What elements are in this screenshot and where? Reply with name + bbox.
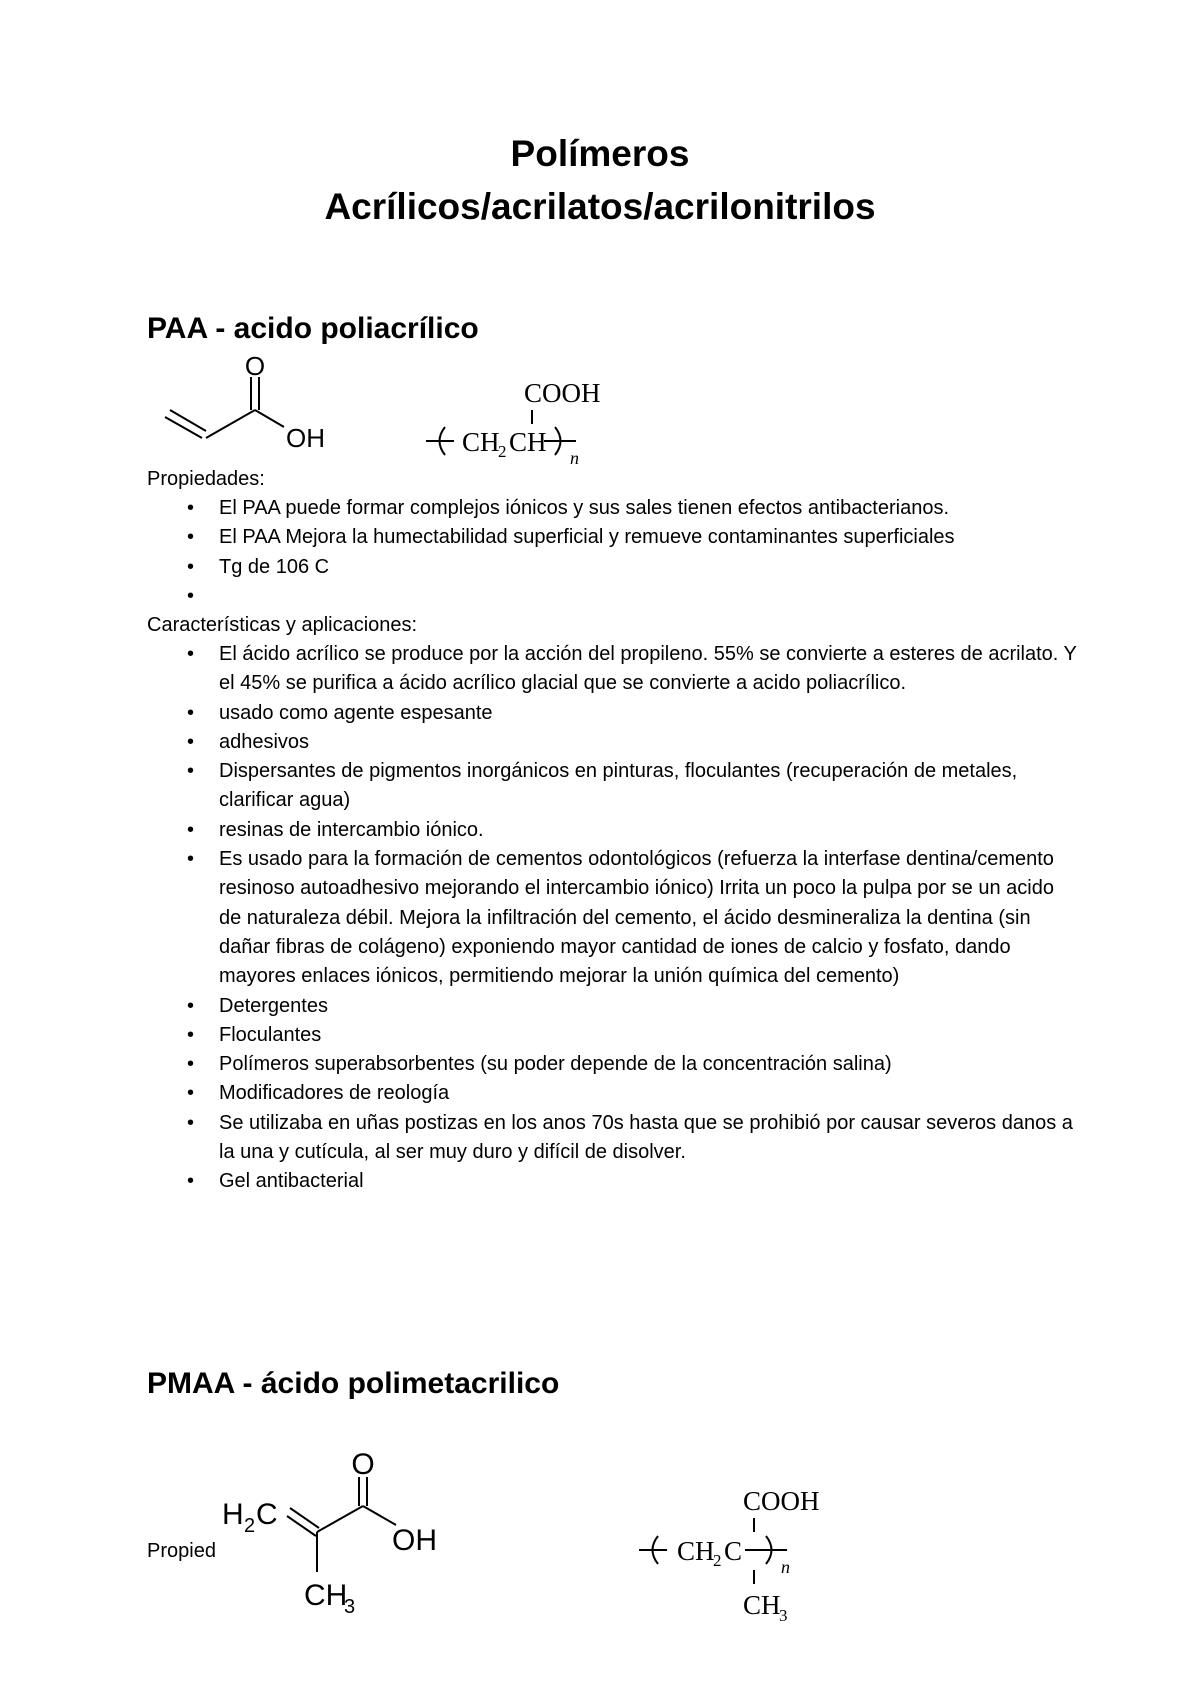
bullet-dot: •	[187, 701, 195, 724]
list-item: • Es usado para la formación de cementos odontológicos (refuerza la interfase dentina/cemento resinoso autoadhesivo mejorando el intercambio iónico) Irrita un poco la pulpa por se un acido de naturaleza débil. Mejora la infiltración del cemento, el ácido desmineraliza la dentina (sin dañar fibras de colágeno) exponiendo mayor cantidad de iones de calcio y fosfato, dando mayores enlaces iónicos, permitiendo mejorar la unión química del cemento)	[147, 845, 1077, 991]
pmaa-polymer-structure	[635, 1480, 855, 1640]
bullet-dot: •	[187, 1023, 195, 1046]
paa-polymer-sub2: 2	[498, 442, 507, 461]
bullet-dot: •	[187, 730, 195, 753]
paa-polymer-cooh: COOH	[524, 378, 601, 408]
pmaa-monomer-ch-sub: 3	[344, 1596, 356, 1618]
list-item: • Polímeros superabsorbentes (su poder depende de la concentración salina)	[147, 1050, 1077, 1079]
bullet-dot: •	[187, 1111, 195, 1134]
list-item: • Se utilizaba en uñas postizas en los anos 70s hasta que se prohibió por causar severos danos a la una y cutícula, al ser muy duro y difícil de disolver.	[147, 1109, 1077, 1168]
paa-polymer-structure	[420, 372, 620, 472]
pmaa-polymer-cooh: COOH	[743, 1486, 820, 1516]
list-item: • El PAA Mejora la humectabilidad superficial y remueve contaminantes superficiales	[147, 523, 1077, 552]
pmaa-monomer-h: H	[222, 1498, 244, 1531]
pmaa-monomer-structure	[220, 1450, 460, 1630]
bullet-dot: •	[187, 818, 195, 841]
pmaa-polymer-ch: CH	[677, 1536, 715, 1566]
paa-monomer-structure	[160, 355, 350, 465]
bullet-dot: •	[187, 994, 195, 1017]
list-item: • resinas de intercambio iónico.	[147, 816, 1077, 845]
list-item: • usado como agente espesante	[147, 699, 1077, 728]
bullet-dot: •	[187, 526, 195, 549]
paa-polymer-n: n	[570, 448, 579, 468]
pmaa-heading: PMAA - ácido polimetacrilico	[147, 1367, 560, 1400]
document-title-line1: Polímeros	[510, 133, 690, 174]
paa-polymer-ch-b: CH	[509, 427, 547, 457]
paa-propiedades-list	[147, 494, 1077, 611]
bullet-dot: •	[187, 1082, 195, 1105]
paa-caracteristicas-label: Características y aplicaciones:	[147, 614, 418, 636]
list-item: • El ácido acrílico se produce por la acción del propileno. 55% se convierte a esteres de acrilato. Y el 45% se purifica a ácido acrílico glacial que se convierte a acido poliacrílico.	[147, 640, 1077, 699]
bullet-dot: •	[187, 584, 195, 607]
pmaa-propied-label: Propied	[147, 1540, 216, 1562]
pmaa-polymer-n: n	[781, 1557, 790, 1577]
document-title-line2: Acrílicos/acrilatos/acrilonitrilos	[324, 186, 876, 227]
bullet-dot: •	[187, 1170, 195, 1193]
bullet-dot: •	[187, 1053, 195, 1076]
pmaa-polymer-sub2: 2	[713, 1551, 722, 1570]
bullet-dot: •	[187, 497, 195, 519]
paa-caracteristicas-list	[147, 640, 1077, 1197]
bullet-dot: •	[187, 555, 195, 578]
pmaa-polymer-ch3: CH	[743, 1590, 781, 1620]
pmaa-polymer-sub3: 3	[779, 1606, 788, 1625]
list-item	[147, 582, 1077, 611]
pmaa-monomer-o: O	[351, 1450, 375, 1481]
pmaa-polymer-c: C	[724, 1536, 743, 1566]
list-item: • Modificadores de reología	[147, 1079, 1077, 1108]
bullet-dot: •	[187, 643, 195, 665]
pmaa-monomer-h-sub: 2	[244, 1515, 256, 1537]
list-item: • Dispersantes de pigmentos inorgánicos en pinturas, floculantes (recuperación de metales, clarificar agua)	[147, 757, 1077, 816]
paa-heading: PAA - acido poliacrílico	[147, 312, 479, 345]
paa-polymer-ch-a: CH	[462, 427, 500, 457]
list-item: • Tg de 106 C	[147, 553, 1077, 582]
paa-propiedades-label: Propiedades:	[147, 468, 265, 490]
bullet-dot: •	[187, 760, 195, 783]
list-item: • El PAA puede formar complejos iónicos y sus sales tienen efectos antibacterianos.	[147, 494, 1077, 523]
pmaa-monomer-ch: CH	[304, 1579, 348, 1612]
bullet-dot: •	[187, 848, 195, 871]
list-item: • Floculantes	[147, 1021, 1077, 1050]
pmaa-monomer-c: C	[256, 1498, 278, 1531]
paa-monomer-o: O	[244, 355, 266, 381]
list-item: • Detergentes	[147, 992, 1077, 1021]
paa-monomer-oh: OH	[286, 423, 325, 453]
list-item: • adhesivos	[147, 728, 1077, 757]
list-item: • Gel antibacterial	[147, 1167, 1077, 1196]
pmaa-monomer-oh: OH	[392, 1524, 437, 1557]
